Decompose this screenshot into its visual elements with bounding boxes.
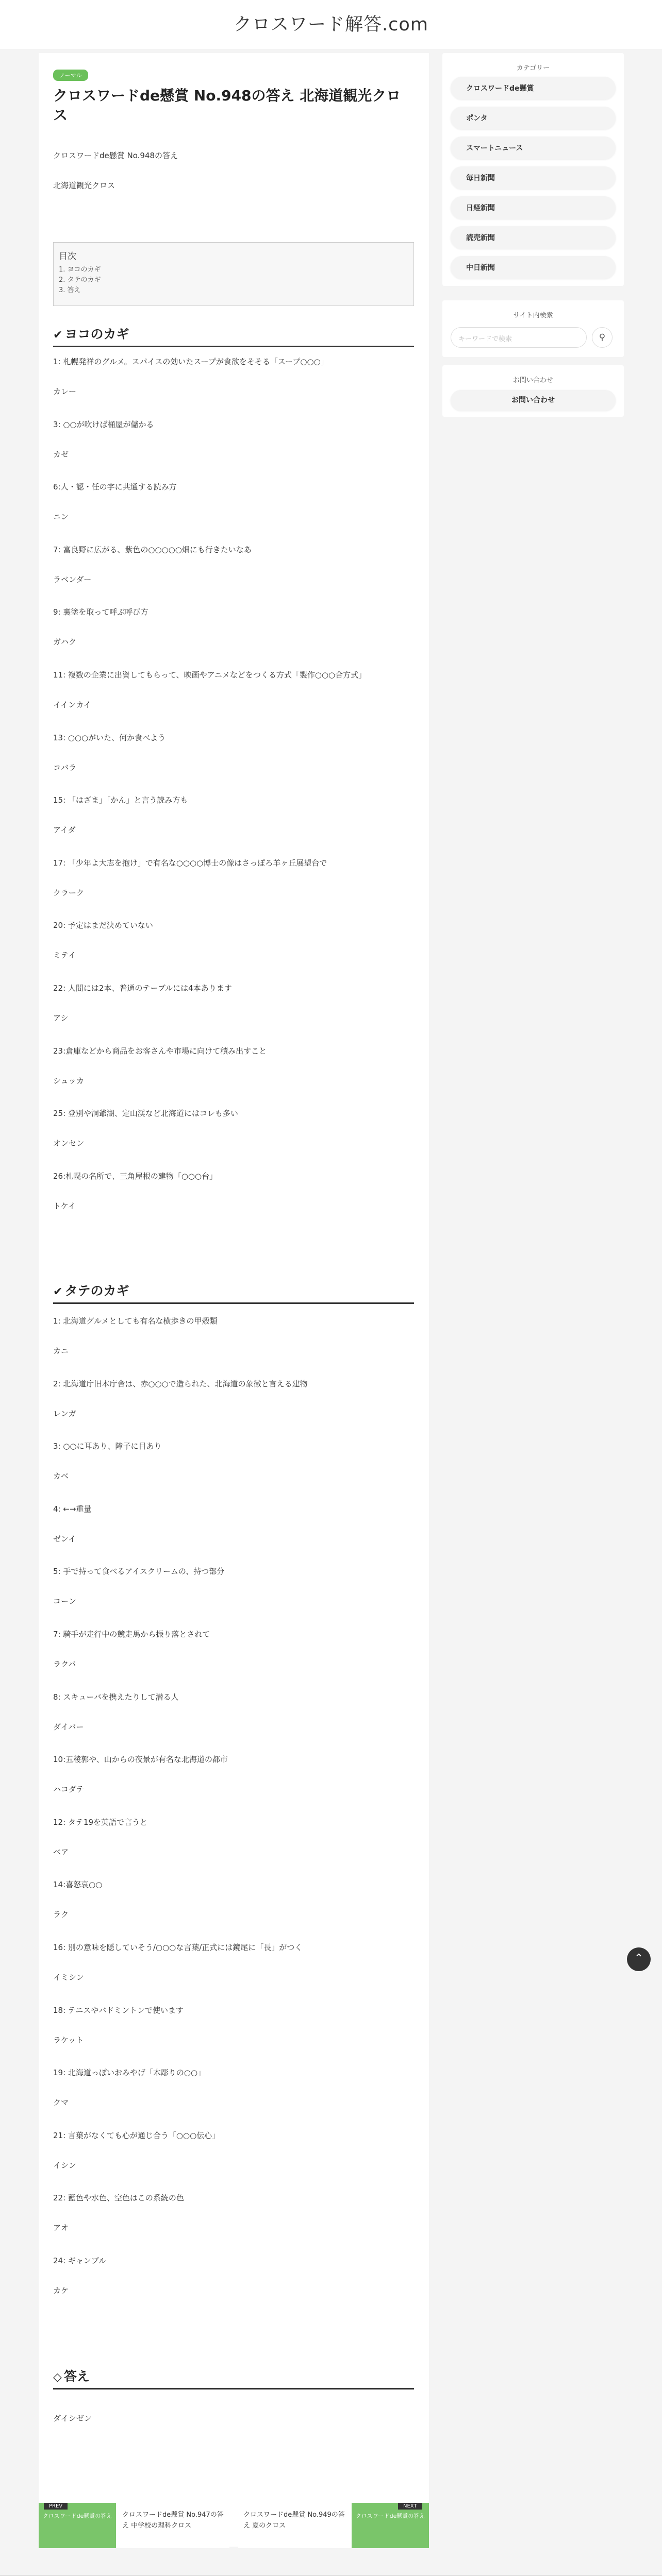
- intro-line-2: 北海道観光クロス: [53, 181, 115, 190]
- clue-text: 25: 登別や洞爺湖、定山渓など北海道にはコレも多い: [53, 1109, 238, 1118]
- clue-text: 17: 「少年よ大志を抱け」で有名な○○○○博士の像はさっぽろ羊ヶ丘展望台で: [53, 858, 327, 868]
- clue-text: 16: 別の意味を隠していそう/○○○な言葉/正式には鏡尾に「長」がつく: [53, 1943, 303, 1952]
- search-icon: ⚲: [599, 332, 606, 343]
- clue-answer: アシ: [53, 1013, 69, 1023]
- clue-text: 1: 北海道グルメとしても有名な横歩きの甲殻類: [53, 1316, 218, 1326]
- clue-text: 8: スキューバを携えたりして潜る人: [53, 1692, 179, 1702]
- category-link-ponta[interactable]: ポンタ: [451, 107, 616, 129]
- table-of-contents: [53, 242, 414, 306]
- clue-text: 21: 言葉がなくても心が通じ合う「○○○伝心」: [53, 2130, 220, 2140]
- prev-post-title: クロスワードde懸賞 No.947の答え 中学校の理科クロス: [122, 2511, 224, 2530]
- clue-text: 2: 北海道庁旧本庁舎は、赤○○○で造られた、北海道の象徴と言える建物: [53, 1379, 308, 1388]
- category-link-yomiuri[interactable]: 読売新聞: [451, 226, 616, 249]
- clue-answer: ハコダテ: [53, 1785, 85, 1794]
- clue-answer: シュッカ: [53, 1076, 84, 1086]
- clue-answer: レンガ: [53, 1409, 76, 1418]
- clue-text: 22: 藍色や水色、空色はこの系統の色: [53, 2193, 184, 2203]
- search-widget: [442, 300, 624, 357]
- clue-answer: イミシン: [53, 1973, 84, 1982]
- category-link-chunichi[interactable]: 中日新聞: [451, 256, 616, 279]
- toc-title: 目次: [59, 251, 76, 262]
- scroll-to-top-button[interactable]: [627, 1947, 651, 1971]
- clue-text: 6:人・認・任の字に共通する読み方: [53, 482, 177, 492]
- clue-answer: アイダ: [53, 825, 76, 835]
- clue-answer: ミテイ: [53, 951, 76, 960]
- clue-text: 23:倉庫などから商品をお客さんや市場に向けて積み出すこと: [53, 1046, 267, 1056]
- clue-answer: ニン: [53, 512, 69, 522]
- clue-text: 1: 札幌発祥のグルメ。スパイスの効いたスープが食欲をそそる「スープ○○○」: [53, 357, 328, 366]
- prev-tag: PREV: [44, 2503, 68, 2510]
- clue-answer: ゼンイ: [53, 1534, 76, 1544]
- category-link-nikkei[interactable]: 日経新聞: [451, 196, 616, 219]
- clue-answer: カレー: [53, 387, 77, 396]
- clue-answer: イインカイ: [53, 700, 91, 709]
- toc-item-yoko[interactable]: 1. ヨコのカギ: [59, 266, 101, 274]
- clue-answer: ラベンダー: [53, 574, 92, 584]
- clue-text: 15: 「はざま」「かん」と言う読み方も: [53, 795, 188, 805]
- chevron-up-icon: ⌃: [634, 1952, 644, 1965]
- clue-text: 13: ○○○がいた、何か食べよう: [53, 733, 166, 742]
- clue-answer: ラク: [53, 1910, 69, 1920]
- clue-answer: ガハク: [53, 637, 77, 647]
- clue-answer: カニ: [53, 1346, 69, 1355]
- clue-answer: ラクバ: [53, 1659, 76, 1669]
- clue-text: 12: タテ19を英語で言うと: [53, 1817, 147, 1827]
- clue-answer: コバラ: [53, 762, 77, 772]
- contact-button[interactable]: お問い合わせ: [451, 390, 616, 411]
- clue-text: 5: 手で持って食べるアイスクリームの、持つ部分: [53, 1567, 225, 1577]
- category-badge[interactable]: ノーマル: [53, 70, 88, 81]
- next-tag: NEXT: [398, 2503, 422, 2510]
- clue-answer: カゼ: [53, 449, 69, 459]
- toc-item-tate[interactable]: 2. タテのカギ: [59, 276, 101, 284]
- clue-text: 3: ○○が吹けば桶屋が儲かる: [53, 419, 154, 429]
- answer-heading: [53, 2366, 414, 2389]
- yoko-heading: [53, 324, 414, 347]
- clue-text: 24: ギャンブル: [53, 2256, 107, 2265]
- contact-widget-title: お問い合わせ: [512, 377, 553, 384]
- clue-text: 18: テニスやバドミントンで使います: [53, 2005, 184, 2015]
- search-input[interactable]: キーワードで検索: [451, 327, 587, 348]
- yoko-heading-text: ヨコのカギ: [64, 327, 129, 342]
- clue-answer: カケ: [53, 2286, 69, 2295]
- site-title[interactable]: クロスワード解答.com: [234, 14, 428, 35]
- clue-text: 4: ←→重量: [53, 1504, 92, 1514]
- clue-text: 20: 予定はまだ決めていない: [53, 921, 153, 930]
- prev-post-link[interactable]: [39, 2503, 229, 2548]
- toc-item-answer[interactable]: 3. 答え: [59, 286, 81, 294]
- clue-text: 7: 騎手が走行中の競走馬から振り落とされて: [53, 1630, 210, 1639]
- clue-answer: トケイ: [53, 1201, 76, 1211]
- clue-answer: ラケット: [53, 2035, 84, 2045]
- clue-text: 9: 裏塗を取って呼ぶ呼び方: [53, 607, 148, 617]
- clue-text: 3: ○○に耳あり、障子に目あり: [53, 1442, 162, 1451]
- clue-answer: クマ: [53, 2098, 69, 2108]
- clue-answer: ダイバー: [53, 1722, 84, 1732]
- tate-heading-text: タテのカギ: [64, 1283, 129, 1298]
- post-title: クロスワードde懸賞 No.948の答え 北海道観光クロス: [53, 87, 401, 124]
- check-icon: ✔: [53, 1285, 63, 1298]
- answer-heading-text: 答え: [63, 2369, 90, 2384]
- category-link-crossword[interactable]: クロスワードde懸賞: [451, 77, 616, 99]
- next-post-link[interactable]: [238, 2503, 429, 2548]
- clue-answer: コーン: [53, 1597, 76, 1606]
- check-icon: ✔: [53, 329, 63, 342]
- clue-text: 7: 富良野に広がる、紫色の○○○○○畑にも行きたいなあ: [53, 545, 252, 554]
- clue-text: 26:札幌の名所で、三角屋根の建物「○○○台」: [53, 1171, 218, 1181]
- diamond-icon: ◇: [53, 2371, 62, 2384]
- intro-line-1: クロスワードde懸賞 No.948の答え: [53, 151, 178, 160]
- clue-text: 14:喜怒哀○○: [53, 1880, 103, 1890]
- next-post-thumbnail: クロスワードde懸賞の答え: [352, 2503, 429, 2548]
- final-answer: ダイシゼン: [53, 2414, 92, 2423]
- article-main: [39, 53, 429, 2547]
- category-widget: [442, 53, 624, 286]
- clue-text: 22: 人間には2本、普通のテーブルには4本あります: [53, 984, 232, 993]
- clue-answer: イシン: [53, 2160, 76, 2170]
- clue-answer: カベ: [53, 1471, 69, 1481]
- search-button[interactable]: [592, 327, 613, 348]
- category-link-mainichi[interactable]: 毎日新聞: [451, 166, 616, 189]
- clue-answer: ベア: [53, 1847, 69, 1857]
- clue-text: 19: 北海道っぽいおみやげ「木彫りの○○」: [53, 2068, 206, 2078]
- clue-text: 10:五稜郭や、山からの夜景が有名な北海道の都市: [53, 1755, 228, 1765]
- clue-answer: クラーク: [53, 888, 85, 897]
- category-widget-title: カテゴリー: [516, 64, 550, 72]
- clue-answer: オンセン: [53, 1139, 85, 1148]
- site-header: [0, 0, 662, 49]
- contact-widget: [442, 365, 624, 417]
- next-post-title: クロスワードde懸賞 No.949の答え 夏のクロス: [243, 2511, 345, 2530]
- prev-post-thumbnail: クロスワードde懸賞の答え: [39, 2503, 116, 2548]
- clue-text: 11: 複数の企業に出資してもらって、映画やアニメなどをつくる方式「製作○○○合方式」: [53, 670, 367, 680]
- tate-heading: [53, 1281, 414, 1304]
- category-link-smartnews[interactable]: スマートニュース: [451, 137, 616, 159]
- search-widget-title: サイト内検索: [513, 312, 553, 319]
- clue-answer: アオ: [53, 2223, 69, 2233]
